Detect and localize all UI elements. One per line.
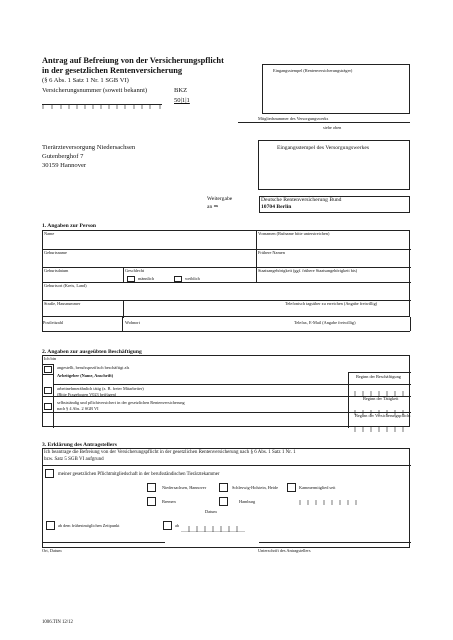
telefax-label: Telefax, E-Mail bbox=[294, 320, 322, 325]
address-line2: Gutenberghof 7 bbox=[42, 153, 84, 160]
checkbox-ab-date[interactable] bbox=[163, 521, 172, 530]
checkbox-maennlich[interactable] bbox=[127, 276, 135, 282]
checkbox-earliest[interactable] bbox=[46, 521, 55, 530]
form-title-line1: Antrag auf Befreiung von der Versicherungspflicht bbox=[42, 56, 224, 65]
field-geschlecht-label: Geschlecht bbox=[125, 268, 145, 273]
form-id: 1006.TIN 12/12 bbox=[42, 620, 73, 625]
arbeitgeber-label[interactable]: Arbeitgeber (Name, Anschrift) bbox=[57, 373, 114, 378]
checkbox-hamburg[interactable] bbox=[219, 497, 228, 506]
date-field-kammermitglied[interactable] bbox=[299, 492, 363, 500]
address-line1: Tierärzteversorgung Niedersachsen bbox=[42, 144, 136, 151]
forward-recipient-line1: Deutsche Rentenversicherung Bund bbox=[261, 197, 342, 203]
checkbox-weiblich[interactable] bbox=[174, 276, 182, 282]
label-maennlich: männlich bbox=[138, 276, 154, 281]
datum-label: Datum bbox=[205, 509, 217, 514]
field-wohnort[interactable]: Wohnort bbox=[125, 320, 140, 325]
address-line3: 30159 Hannover bbox=[42, 162, 87, 169]
section2-heading: 2. Angaben zur ausgeübten Beschäftigung bbox=[42, 349, 142, 355]
section3-heading: 3. Erklärung des Antragstellers bbox=[42, 442, 117, 448]
checkbox-schleswig-holstein[interactable] bbox=[219, 483, 228, 492]
field-geburtsname[interactable]: Geburtsname bbox=[44, 250, 67, 255]
beginn-versicherungspflicht-label: Beginn der Versicherungspflicht bbox=[355, 413, 411, 418]
form-title-line2: in der gesetzlichen Rentenversicherung bbox=[42, 66, 183, 75]
label-kammermitglied-seit: Kammermitglied seit bbox=[299, 485, 336, 490]
label-niedersachsen: Niedersachsen, Hannover bbox=[162, 485, 207, 490]
field-geburtsort[interactable]: Geburtsort (Kreis, Land) bbox=[44, 283, 87, 288]
bkz-label: BKZ bbox=[174, 87, 188, 94]
stamp-box-rv-label: Eingangsstempel (Rentenversicherungsträger) bbox=[273, 68, 353, 73]
option-arbeitnehmeraehnlich-2: (Bitte Fragebogen V023 beifügen) bbox=[57, 392, 117, 397]
checkbox-kammermitglied[interactable] bbox=[287, 483, 296, 492]
section1-table bbox=[42, 230, 410, 317]
section1-heading: 1. Angaben zur Person bbox=[42, 223, 96, 229]
see-above-note: siehe oben bbox=[323, 125, 342, 130]
field-name[interactable]: Name bbox=[44, 231, 55, 236]
vsnr-field[interactable] bbox=[42, 96, 162, 105]
field-staatsangehoerigkeit[interactable]: Staatsangehörigkeit (ggf. frühere Staatsangehörigkeit bis) bbox=[258, 268, 358, 273]
stamp-box-vw-label: Eingangsstempel des Versorgungswerkes bbox=[277, 145, 370, 151]
label-weiblich: weiblich bbox=[185, 276, 200, 281]
field-telefon[interactable] bbox=[285, 302, 377, 307]
date-field-versicherungspflicht[interactable] bbox=[347, 419, 410, 427]
field-vorname[interactable]: Vornamen (Rufname bitte unterstreichen) bbox=[258, 231, 330, 236]
field-fruehere-namen[interactable]: Frühere Namen bbox=[258, 250, 285, 255]
forward-recipient-box bbox=[259, 196, 410, 213]
checkbox-bremen[interactable] bbox=[147, 497, 156, 506]
forward-recipient-line2: 10704 Berlin bbox=[261, 204, 292, 210]
field-plz[interactable]: Postleitzahl bbox=[43, 320, 64, 325]
checkbox-niedersachsen[interactable] bbox=[147, 483, 156, 492]
stamp-box-vw bbox=[258, 140, 410, 190]
checkbox-selbststaendig[interactable] bbox=[44, 403, 52, 410]
field-telefax[interactable] bbox=[294, 321, 356, 326]
label-bremen: Bremen bbox=[162, 499, 176, 504]
label-hamburg: Hamburg bbox=[239, 499, 256, 504]
checkbox-arbeitnehmeraehnlich[interactable] bbox=[44, 387, 52, 394]
label-schleswig-holstein: Schleswig-Holstein, Heide bbox=[232, 485, 279, 490]
option-selbststaendig-1: selbstständig und pflichtversichert in der gesetzlichen Rentenversicherung bbox=[57, 400, 185, 405]
legal-reference: (§ 6 Abs. 1 Satz 1 Nr. 1 SGB VI) bbox=[42, 77, 129, 84]
checkbox-angestellt[interactable] bbox=[44, 366, 52, 373]
beginn-beschaeftigung-label: Beginn der Beschäftigung bbox=[356, 374, 401, 379]
telefon-label: Telefonisch tagsüber zu erreichen bbox=[285, 301, 343, 306]
telefax-note: (Angabe freiwillig) bbox=[322, 320, 356, 325]
telefon-note: (Angabe freiwillig) bbox=[343, 301, 378, 306]
bkz-value: 50|1|1 bbox=[174, 97, 190, 104]
section3-table bbox=[42, 448, 410, 548]
option-selbststaendig-2: nach § 4 Abs. 2 SGB VI bbox=[57, 406, 99, 411]
signature-place-date-label: Ort, Datum bbox=[42, 548, 62, 553]
place-date-input[interactable] bbox=[42, 540, 164, 548]
option-angestellt: angestellt, berufsspezifisch beschäftigt als bbox=[57, 365, 130, 370]
signature-input[interactable] bbox=[258, 540, 410, 548]
checkbox-membership[interactable] bbox=[45, 469, 54, 478]
date-field-ab[interactable] bbox=[181, 519, 245, 531]
date-field-taetigkeit[interactable] bbox=[347, 402, 410, 410]
declaration-line1: Ich beantrage die Befreiung von der Versicherungspflicht in der gesetzlichen Rentenversicherung nach § 6 Abs. 1 Satz 1 Nr. 1 bbox=[44, 450, 296, 455]
option-arbeitnehmeraehnlich-1: arbeitnehmerähnlich tätig (z. B. freier Mitarbeiter) bbox=[57, 386, 144, 391]
label-ab: ab bbox=[175, 523, 180, 528]
beginn-taetigkeit-label: Beginn der Tätigkeit bbox=[363, 396, 399, 401]
field-strasse[interactable]: Straße, Hausnummer bbox=[44, 301, 81, 306]
declaration-line2: bzw. Satz 5 SGB VI aufgrund bbox=[44, 457, 104, 462]
date-field-beschaeftigung[interactable] bbox=[347, 383, 410, 391]
forward-arrow-label: an ⇒ bbox=[207, 204, 219, 210]
forward-label: Weitergabe bbox=[207, 196, 233, 202]
stamp-box-rv bbox=[262, 64, 410, 114]
label-earliest: ab dem frühestmöglichen Zeitpunkt bbox=[58, 523, 120, 528]
ich-bin-label: Ich bin bbox=[44, 356, 57, 361]
membership-text: meiner gesetzlichen Pflichtmitgliedschaft in der berufsständischen Tierärztekammer bbox=[58, 472, 220, 477]
signature-label: Unterschrift des Antragstellers bbox=[258, 548, 311, 553]
member-number-label: Mitgliedsnummer des Versorgungswerks bbox=[258, 116, 329, 121]
field-geburtsdatum[interactable]: Geburtsdatum bbox=[44, 268, 69, 273]
vsnr-label: Versicherungsnummer (soweit bekannt) bbox=[42, 87, 148, 94]
